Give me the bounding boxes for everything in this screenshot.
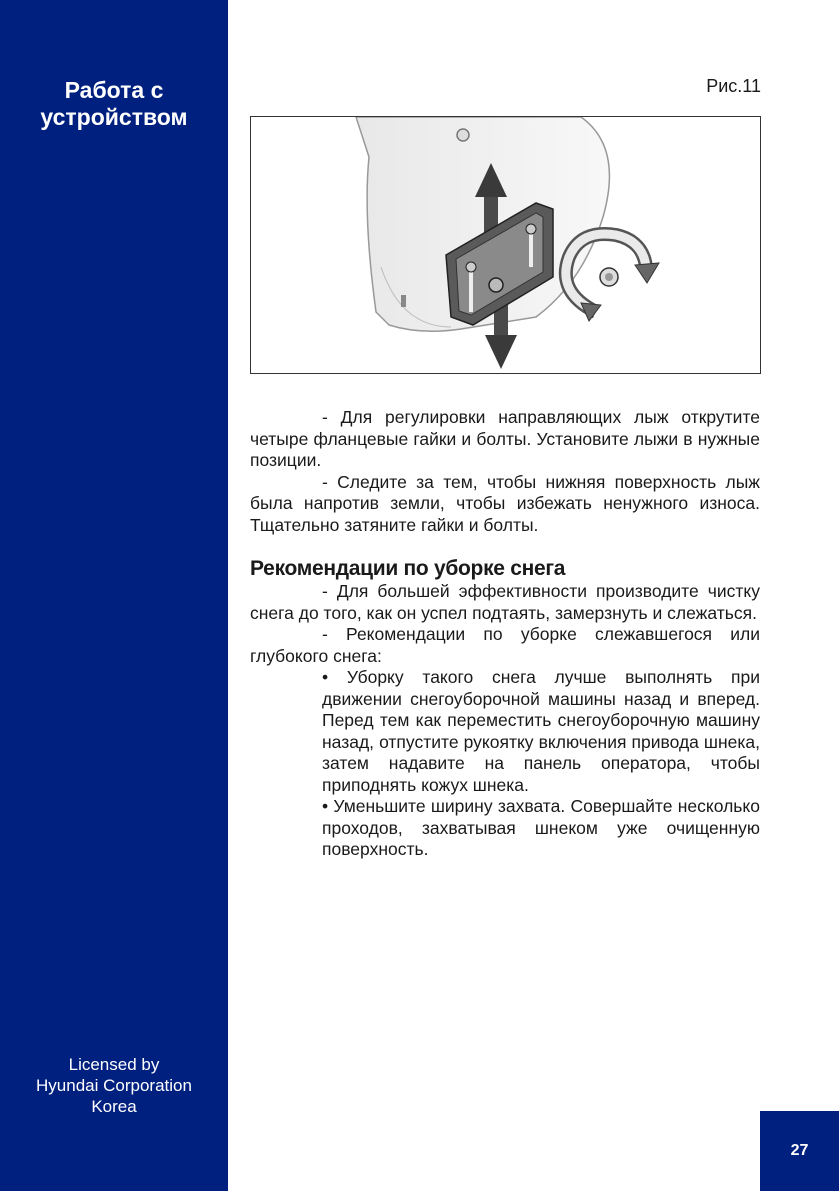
- list-item: • Уменьшите ширину захвата. Совершайте несколько проходов, захватывая шнеком уже очищенную поверхность.: [322, 796, 760, 859]
- list-item: • Уборку такого снега лучше выполнять при движении снегоуборочной машины назад и вперед. Перед тем как переместить снегоуборочную машину назад, отпустите рукоятку включения привода шнека, затем надавите на панель оператора, чтобы приподнять кожух шнека.: [322, 667, 760, 795]
- page-number-box: [760, 1111, 839, 1191]
- sidebar: [0, 0, 228, 1191]
- ski-adjustment-illustration: [251, 117, 760, 373]
- figure-illustration: [250, 116, 761, 374]
- figure-label: Рис.11: [706, 76, 761, 96]
- page-number: 27: [790, 1142, 809, 1159]
- section-title-line2: устройством: [40, 104, 188, 130]
- main-content: [250, 407, 760, 861]
- license-line1: Licensed by: [68, 1055, 160, 1074]
- bullet-list: [250, 667, 760, 861]
- paragraph-ski-surface: - Следите за тем, чтобы нижняя поверхность лыж была напротив земли, чтобы избежать ненужного износа. Тщательно затяните гайки и болты.: [250, 471, 760, 535]
- section-title: [0, 77, 228, 131]
- rotate-arrow-icon: [566, 234, 659, 321]
- license-line3: Korea: [91, 1097, 137, 1116]
- paragraph-efficiency: - Для большей эффективности производите чистку снега до того, как он успел подтаять, замерзнуть и слежаться.: [250, 581, 760, 623]
- license-line2: Hyundai Corporation: [36, 1076, 192, 1095]
- paragraph-packed-snow: - Рекомендации по уборке слежавшегося или глубокого снега:: [250, 624, 760, 666]
- bolt-hole-top: [457, 129, 469, 141]
- section-title-line1: Работа с: [64, 77, 164, 103]
- section-heading: Рекомендации по уборке снега: [250, 557, 566, 580]
- paragraph-ski-adjust: - Для регулировки направляющих лыж открутите четыре фланцевые гайки и болты. Установите лыжи в нужные позиции.: [250, 407, 760, 470]
- license-text: [0, 1054, 228, 1117]
